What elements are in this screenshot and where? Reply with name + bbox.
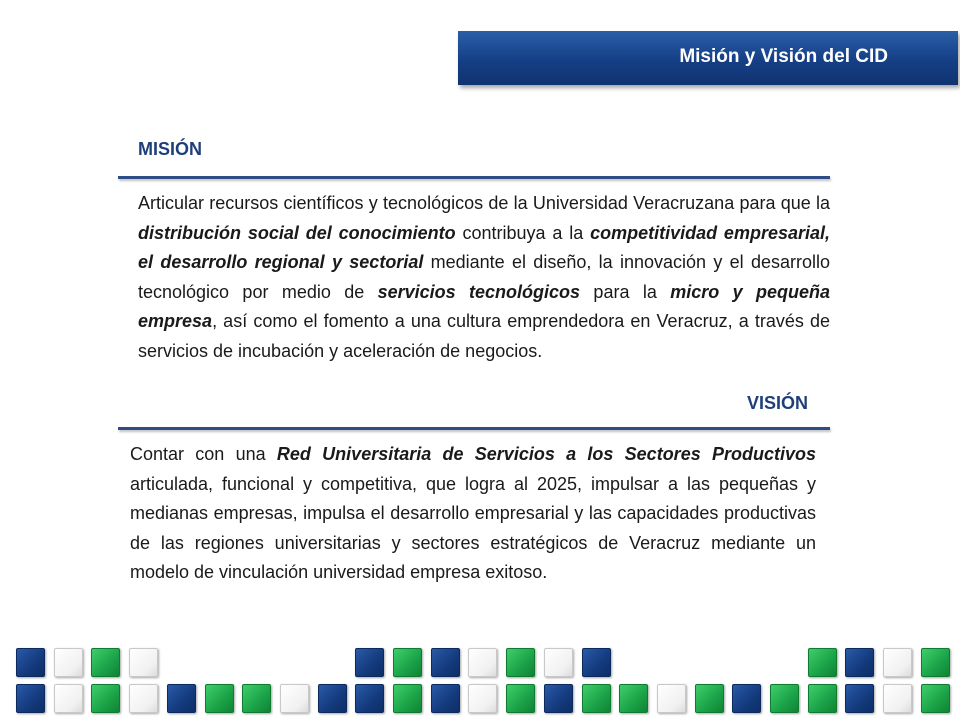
vision-text: [130, 440, 816, 588]
tile-navy: [845, 648, 874, 677]
tile-green: [91, 684, 120, 713]
mision-divider: [118, 176, 830, 179]
tile-navy: [544, 684, 573, 713]
tile-navy: [582, 648, 611, 677]
body-text: para la: [580, 281, 671, 302]
tile-navy: [16, 648, 45, 677]
header-bar: [458, 31, 958, 85]
tile-white: [883, 684, 912, 713]
tile-green: [921, 648, 950, 677]
mision-text: [138, 189, 830, 366]
emphasized-text: competitividad empresarial, el desarrollo regional y sectorial: [138, 222, 830, 272]
tile-navy: [16, 684, 45, 713]
tile-green: [91, 648, 120, 677]
page-title: Misión y Visión del CID: [679, 46, 888, 67]
tile-navy: [318, 684, 347, 713]
tile-white: [657, 684, 686, 713]
body-text: mediante el diseño, la innovación y el desarrollo tecnológico por medio de: [138, 252, 830, 302]
emphasized-text: servicios tecnológicos: [377, 281, 581, 302]
tile-green: [393, 648, 422, 677]
tile-white: [468, 648, 497, 677]
tile-white: [468, 684, 497, 713]
body-text: Articular recursos científicos y tecnológicos de la Universidad Veracruzana para que la: [138, 193, 830, 213]
emphasized-text: Red Universitaria de Servicios a los Sectores Productivos: [276, 444, 817, 464]
tile-green: [242, 684, 271, 713]
tile-green: [808, 648, 837, 677]
tile-white: [54, 684, 83, 713]
tile-navy: [355, 648, 384, 677]
tile-navy: [732, 684, 761, 713]
tile-green: [205, 684, 234, 713]
body-text: , así como el fomento a una cultura emprendedora en Veracruz, a través de servicios de incubación y aceleración de negocios.: [138, 311, 830, 361]
emphasized-text: micro y pequeña empresa: [138, 281, 830, 331]
tile-white: [129, 648, 158, 677]
body-text: contribuya a la: [455, 222, 591, 243]
tile-white: [129, 684, 158, 713]
tile-green: [921, 684, 950, 713]
tile-green: [770, 684, 799, 713]
tile-navy: [845, 684, 874, 713]
mision-heading: MISIÓN: [138, 139, 203, 159]
tile-white: [54, 648, 83, 677]
tile-navy: [355, 684, 384, 713]
tile-green: [506, 648, 535, 677]
tile-white: [280, 684, 309, 713]
tile-green: [506, 684, 535, 713]
tile-navy: [431, 648, 460, 677]
vision-divider: [118, 427, 830, 430]
tile-green: [808, 684, 837, 713]
tile-white: [544, 648, 573, 677]
vision-heading: VISIÓN: [747, 393, 809, 413]
emphasized-text: distribución social del conocimiento: [138, 222, 456, 243]
body-text: Contar con una: [130, 444, 277, 464]
tile-green: [393, 684, 422, 713]
tile-white: [883, 648, 912, 677]
decorative-tile-pattern: [0, 640, 960, 720]
tile-navy: [167, 684, 196, 713]
body-text: articulada, funcional y competitiva, que logra al 2025, impulsar a las pequeñas y medianas empresas, impulsa el desarrollo empresarial y las capacidades productivas de las regiones universitarias y sectores estratégicos de Veracruz mediante un modelo de vinculación universidad empresa exitoso.: [130, 473, 816, 582]
tile-navy: [431, 684, 460, 713]
tile-green: [619, 684, 648, 713]
tile-green: [582, 684, 611, 713]
tile-green: [695, 684, 724, 713]
